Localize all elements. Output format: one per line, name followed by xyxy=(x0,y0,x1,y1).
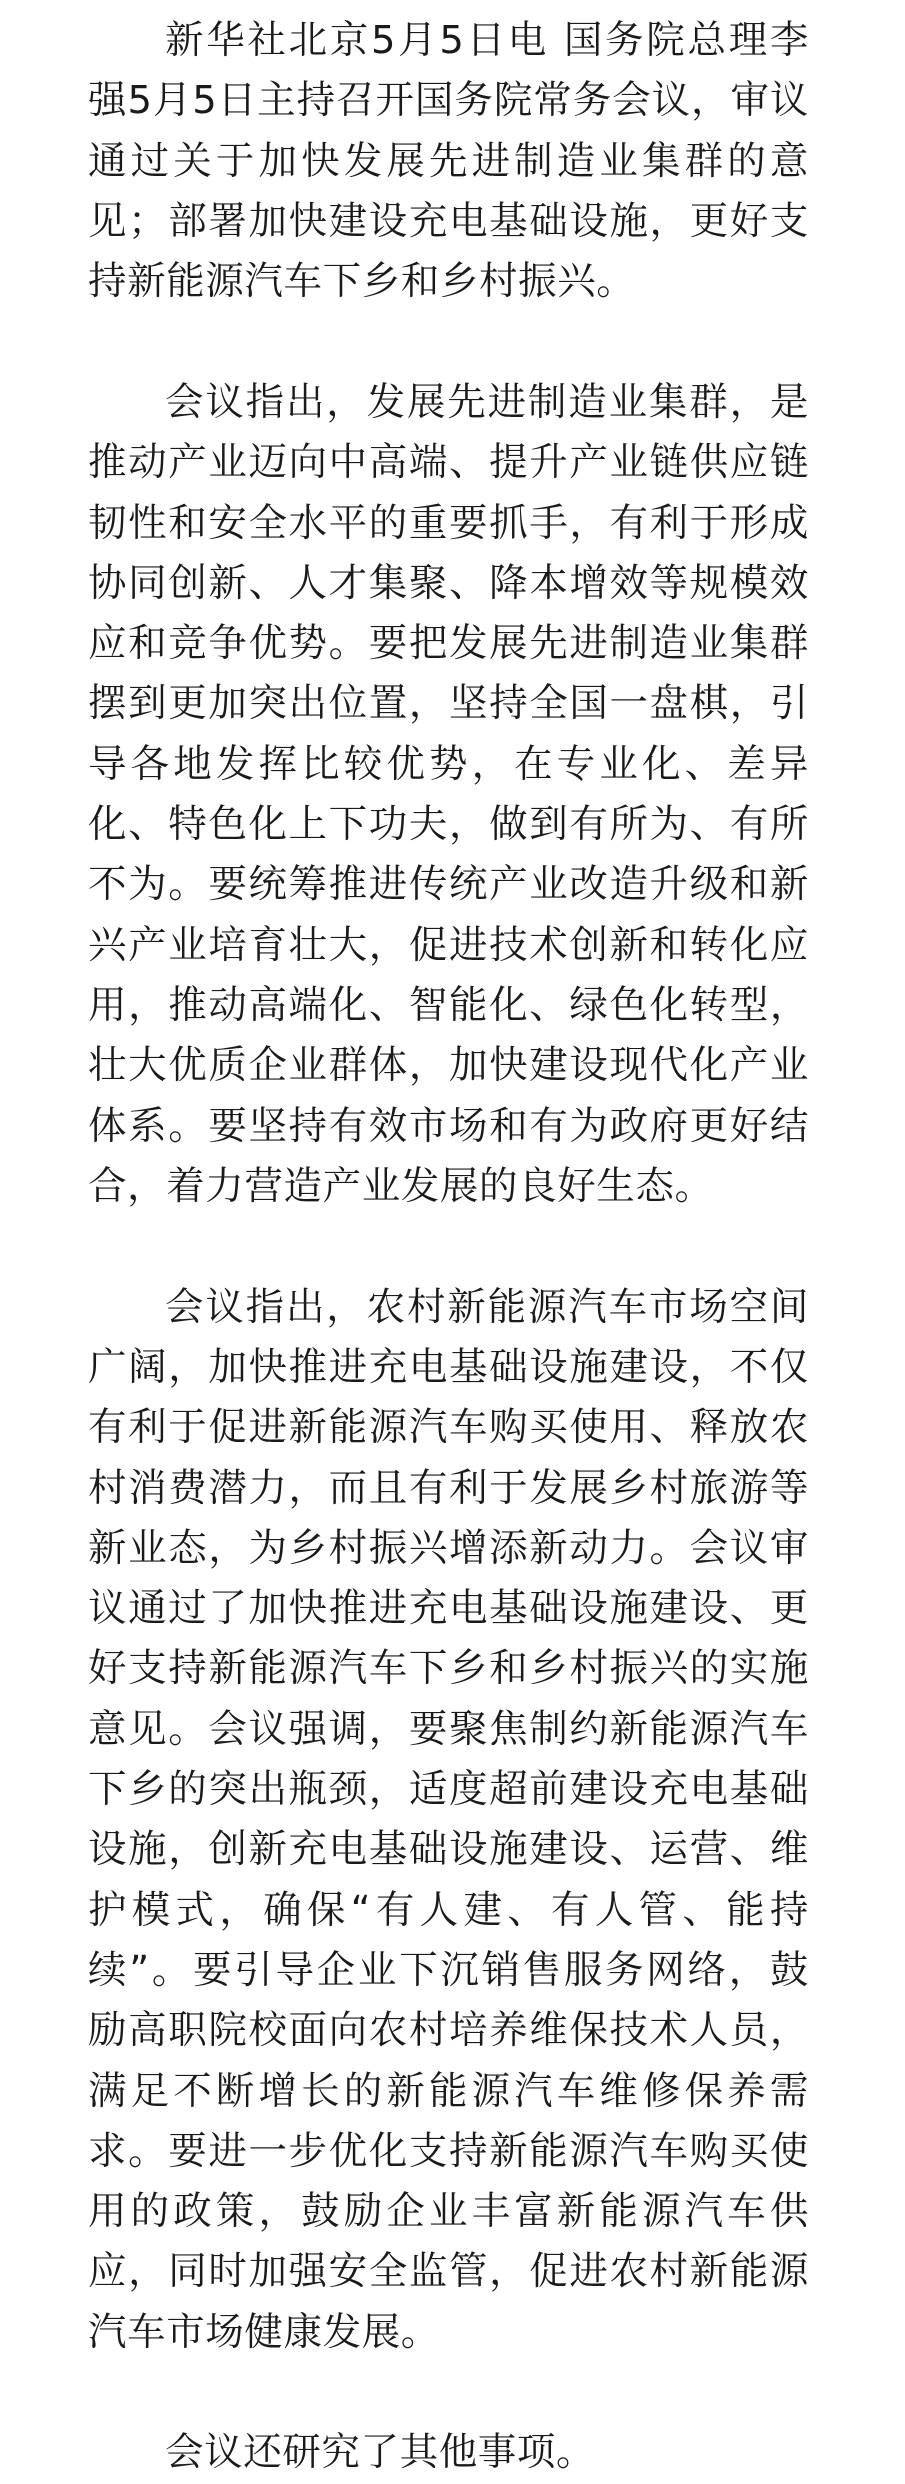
paragraph-manufacturing-clusters: 会议指出，发展先进制造业集群，是推动产业迈向中高端、提升产业链供应链韧性和安全水平的重要抓手，有利于形成协同创新、人才集聚、降本增效等规模效应和竞争优势。要把发展先进制造业集群摆到更加突出位置，坚持全国一盘棋，引导各地发挥比较优势，在专业化、差异化、特色化上下功夫，做到有所为、有所不为。要统筹推进传统产业改造升级和新兴产业培育壮大，促进技术创新和转化应用，推动高端化、智能化、绿色化转型，壮大优质企业群体，加快建设现代化产业体系。要坚持有效市场和有为政府更好结合，着力营造产业发展的良好生态。 xyxy=(88,379,809,1209)
paragraph-other-matters: 会议还研究了其他事项。 xyxy=(165,2430,596,2476)
paragraph-lead: 新华社北京5月5日电 国务院总理李强5月5日主持召开国务院常务会议，审议通过关于加快发展先进制造业集群的意见；部署加快建设充电基础设施，更好支持新能源汽车下乡和乡村振兴。 xyxy=(88,18,809,305)
paragraph-charging-infrastructure: 会议指出，农村新能源汽车市场空间广阔，加快推进充电基础设施建设，不仅有利于促进新能源汽车购买使用、释放农村消费潜力，而且有利于发展乡村旅游等新业态，为乡村振兴增添新动力。会议审议通过了加快推进充电基础设施建设、更好支持新能源汽车下乡和乡村振兴的实施意见。会议强调，要聚焦制约新能源汽车下乡的突出瓶颈，适度超前建设充电基础设施，创新充电基础设施建设、运营、维护模式，确保“有人建、有人管、能持续”。要引导企业下沉销售服务网络，鼓励高职院校面向农村培养维保技术人员，满足不断增长的新能源汽车维修保养需求。要进一步优化支持新能源汽车购买使用的政策，鼓励企业丰富新能源汽车供应，同时加强安全监管，促进农村新能源汽车市场健康发展。 xyxy=(88,1284,809,2355)
